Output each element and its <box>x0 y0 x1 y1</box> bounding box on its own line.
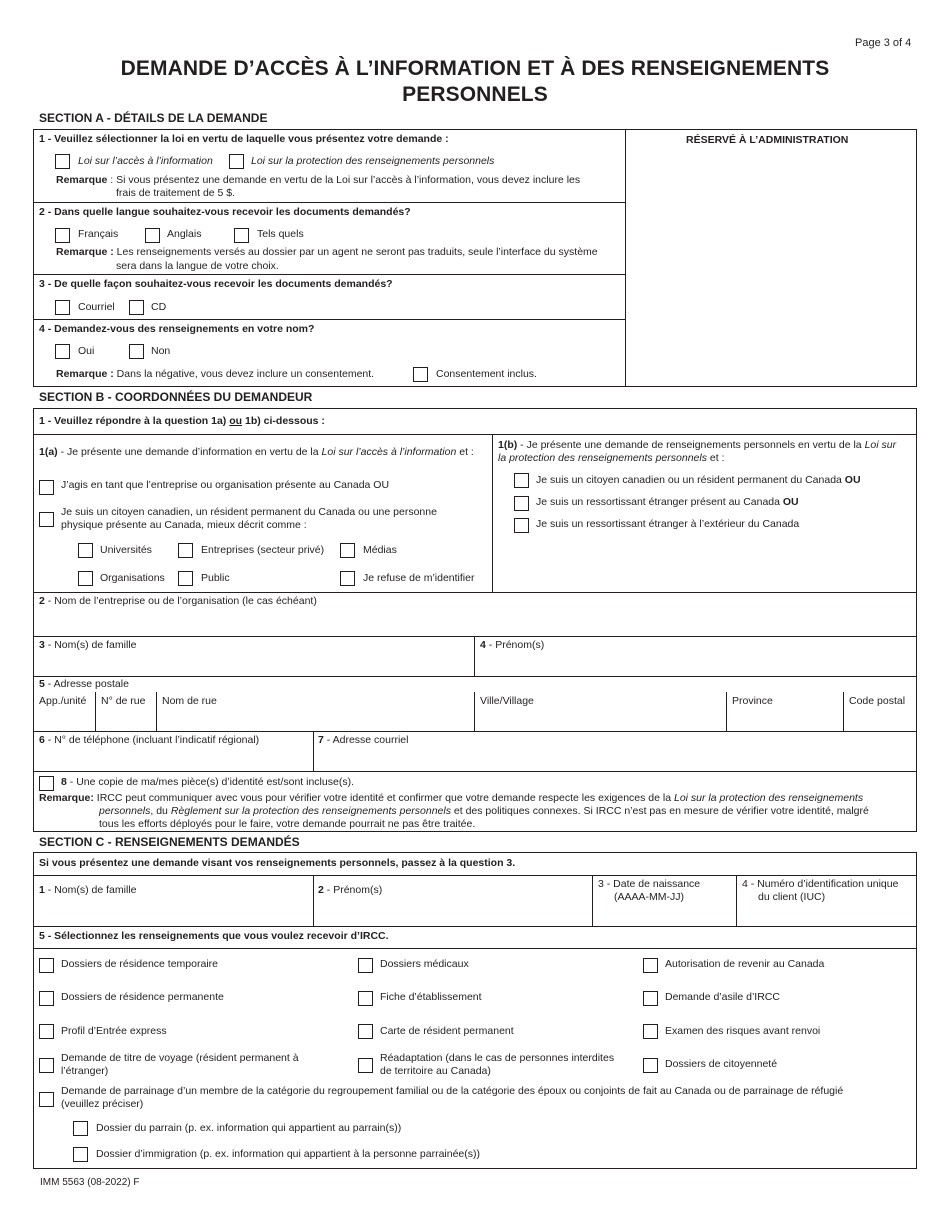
divider <box>625 129 626 387</box>
canadian-citizen-label-2: physique présente au Canada, mieux décrit comme : <box>61 519 307 531</box>
express-entry-checkbox[interactable] <box>39 1024 54 1039</box>
sponsorship-checkbox[interactable] <box>39 1092 54 1107</box>
travel-document-checkbox[interactable] <box>39 1058 54 1073</box>
refuse-identify-label: Je refuse de m’identifier <box>363 572 475 584</box>
b-q1-post: 1b) ci-dessous : <box>242 415 325 427</box>
form-title <box>60 56 890 108</box>
b-1a-num: 1(a) <box>39 446 58 458</box>
universities-label: Universités <box>100 544 152 556</box>
c-uci-input[interactable] <box>737 905 916 925</box>
remark-l1-pre: IRCC peut communiquer avec vous pour vérifier votre identité et confirmer que votre demande respecte les exigences de la <box>93 792 674 804</box>
acting-as-organization-label: J’agis en tant que l’entreprise ou organisation présente au Canada OU <box>61 479 390 491</box>
title-line-2: PERSONNELS <box>402 83 548 106</box>
section-c-heading: SECTION C - RENSEIGNEMENTS DEMANDÉS <box>39 835 300 849</box>
remark-l2-post: et des politiques connexes. Si IRCC n’est pas en mesure de vérifier votre identité, malgré <box>450 805 869 817</box>
consent-included-label: Consentement inclus. <box>436 368 537 380</box>
divider <box>33 202 626 203</box>
travel-document-label-1: Demande de titre de voyage (résident permanent à <box>61 1052 299 1064</box>
b-q4-text: Prénom(s) <box>495 639 545 651</box>
pr-card-checkbox[interactable] <box>358 1024 373 1039</box>
b-1a-text <box>39 446 474 459</box>
b-q7-label: 7 - Adresse courriel <box>318 734 409 746</box>
medical-records-label: Dossiers médicaux <box>380 958 469 970</box>
canadian-citizen-label-1: Je suis un citoyen canadien, un résident permanent du Canada ou une personne <box>61 506 437 518</box>
admin-label: RÉSERVÉ À L’ADMINISTRATION <box>686 134 849 146</box>
medical-records-checkbox[interactable] <box>358 958 373 973</box>
divider <box>33 434 917 435</box>
b-q3-text: Nom(s) de famille <box>54 639 137 651</box>
remark-text: : Si vous présentez une demande en vertu de la Loi sur l’accès à l’information, vous devez inclure les <box>107 174 581 186</box>
b-q5-text: Adresse postale <box>53 678 129 690</box>
addr-postal-label: Code postal <box>849 695 906 707</box>
lang-english-label: Anglais <box>167 228 202 240</box>
divider <box>33 636 917 637</box>
divider <box>33 274 626 275</box>
field-number: 2 <box>318 884 324 896</box>
c-q2-text: Prénom(s) <box>333 884 383 896</box>
title-line-1: DEMANDE D’ACCÈS À L’INFORMATION ET À DES RENSEIGNEMENTS <box>120 57 830 80</box>
b-q2-label: 2 - Nom de l’entreprise ou de l’organisation (le cas échéant) <box>39 595 317 607</box>
citizen-or-pr-text: Je suis un citoyen canadien ou un résident permanent du Canada <box>536 474 845 486</box>
perm-residence-checkbox[interactable] <box>39 991 54 1006</box>
b-q1-label <box>39 415 325 428</box>
addr-unit-input[interactable] <box>34 709 94 730</box>
organizations-checkbox[interactable] <box>78 571 93 586</box>
prra-checkbox[interactable] <box>643 1024 658 1039</box>
field-number: 3 <box>39 639 45 651</box>
field-number: 2 <box>39 595 45 607</box>
own-name-yes-checkbox[interactable] <box>55 344 70 359</box>
lang-asis-checkbox[interactable] <box>234 228 249 243</box>
lang-asis-label: Tels quels <box>257 228 304 240</box>
remark-label: Remarque: <box>39 792 94 804</box>
c-q5-label: 5 - Sélectionnez les renseignements que vous voulez recevoir d’IRCC. <box>39 930 389 942</box>
divider <box>33 592 917 593</box>
remark-l2-reg: Règlement sur la protection des renseignements personnels <box>170 805 451 817</box>
b-1b-num: 1(b) <box>498 439 518 451</box>
c-q2-label: 2 - Prénom(s) <box>318 884 383 896</box>
c-intro: Si vous présentez une demande visant vos renseignements personnels, passez à la question 3. <box>39 857 516 869</box>
addr-city-label: Ville/Village <box>480 695 534 707</box>
divider <box>33 771 917 772</box>
phone-input[interactable] <box>34 747 312 770</box>
delivery-email-label: Courriel <box>78 301 115 313</box>
b-q3-label: 3 - Nom(s) de famille <box>39 639 137 651</box>
citizen-or-pr-checkbox[interactable] <box>514 473 529 488</box>
remark-l1-law: Loi sur la protection des renseignements <box>673 792 864 804</box>
foreign-outside-canada-label: Je suis un ressortissant étranger à l’extérieur du Canada <box>536 518 800 530</box>
landing-record-checkbox[interactable] <box>358 991 373 1006</box>
sponsorship-label-2: (veuillez préciser) <box>61 1098 144 1110</box>
canadian-citizen-checkbox[interactable] <box>39 512 54 527</box>
divider <box>33 875 917 876</box>
divider <box>33 676 917 677</box>
email-input[interactable] <box>314 747 916 770</box>
citizen-or-pr-label <box>536 474 861 487</box>
immigration-file-label: Dossier d’immigration (p. ex. information qui appartient à la personne parrainée(s)) <box>96 1148 481 1160</box>
a-q2-remark-2: sera dans la langue de votre choix. <box>116 260 279 272</box>
private-sector-label: Entreprises (secteur privé) <box>201 544 325 556</box>
citizenship-records-label: Dossiers de citoyenneté <box>665 1058 778 1070</box>
remark-text: Les renseignements versés au dossier par un agent ne seront pas traduits, seule l’interface du système <box>113 246 598 258</box>
return-authorization-checkbox[interactable] <box>643 958 658 973</box>
divider <box>492 434 493 592</box>
b-1b-post: et : <box>706 452 725 464</box>
divider <box>33 948 917 949</box>
citizenship-records-checkbox[interactable] <box>643 1058 658 1073</box>
travel-document-label-2: l’étranger) <box>61 1065 109 1077</box>
a-q1-label: 1 - Veuillez sélectionner la loi en vertu de laquelle vous présentez votre demande : <box>39 133 449 145</box>
own-name-no-label: Non <box>151 345 171 357</box>
addr-street-name-label: Nom de rue <box>162 695 217 707</box>
a-q4-label: 4 - Demandez-vous des renseignements en votre nom? <box>39 323 315 335</box>
field-number: 5 <box>39 678 45 690</box>
organizations-label: Organisations <box>100 572 165 584</box>
public-label: Public <box>201 572 230 584</box>
addr-street-no-label: N° de rue <box>101 695 146 707</box>
express-entry-label: Profil d’Entrée express <box>61 1025 167 1037</box>
field-number: 1 <box>39 884 45 896</box>
own-name-yes-label: Oui <box>78 345 95 357</box>
media-checkbox[interactable] <box>340 543 355 558</box>
b-family-name-input[interactable] <box>34 652 473 675</box>
universities-checkbox[interactable] <box>78 543 93 558</box>
acting-as-organization-checkbox[interactable] <box>39 480 54 495</box>
sponsor-file-checkbox[interactable] <box>73 1121 88 1136</box>
lang-french-checkbox[interactable] <box>55 228 70 243</box>
remark-label: Remarque : <box>56 368 114 380</box>
law-privacy-checkbox[interactable] <box>229 154 244 169</box>
section-a-heading: SECTION A - DÉTAILS DE LA DEMANDE <box>39 111 268 125</box>
foreign-in-canada-checkbox[interactable] <box>514 496 529 511</box>
a-q1-remark-2: frais de traitement de 5 $. <box>116 187 236 199</box>
c-family-name-input[interactable] <box>34 898 312 925</box>
own-name-no-checkbox[interactable] <box>129 344 144 359</box>
c-dob-input[interactable] <box>593 905 735 925</box>
addr-street-name-input[interactable] <box>157 709 473 730</box>
form-code-footer: IMM 5563 (08-2022) F <box>40 1177 140 1188</box>
b-given-name-input[interactable] <box>475 652 916 675</box>
b-1a-post: et : <box>456 446 474 458</box>
a-q4-remark <box>56 368 374 381</box>
field-number: 7 <box>318 734 324 746</box>
prra-label: Examen des risques avant renvoi <box>665 1025 821 1037</box>
b-1b-law1: Loi sur <box>864 439 897 451</box>
divider <box>33 731 917 732</box>
b-1a-law: Loi sur l’accès à l’information <box>321 446 457 458</box>
a-q1-remark <box>56 174 580 187</box>
b-1b-text-1 <box>498 439 896 452</box>
addr-unit-label: App./unité <box>39 695 87 707</box>
asylum-claim-checkbox[interactable] <box>643 991 658 1006</box>
lang-french-label: Français <box>78 228 119 240</box>
b-remark-line-1 <box>39 792 863 805</box>
media-label: Médias <box>363 544 397 556</box>
remark-text: Dans la négative, vous devez inclure un consentement. <box>113 368 375 380</box>
b-1b-text-2 <box>498 452 724 465</box>
law-privacy-label: Loi sur la protection des renseignements personnels <box>251 155 495 167</box>
b-q2-text: Nom de l’entreprise ou de l’organisation (le cas échéant) <box>54 595 317 607</box>
ou-label: OU <box>844 474 861 486</box>
remark-label: Remarque : <box>56 246 114 258</box>
b-1b-pre: - Je présente une demande de renseignements personnels en vertu de la <box>517 439 865 451</box>
addr-postal-input[interactable] <box>844 709 916 730</box>
asylum-claim-label: Demande d’asile d’IRCC <box>665 991 780 1003</box>
field-number: 8 <box>61 776 67 788</box>
sponsorship-label-1: Demande de parrainage d’un membre de la catégorie du regroupement familial ou de la catégorie des époux ou conjoints de fait au Canada ou de parrainage de réfugié <box>61 1085 844 1097</box>
delivery-cd-label: CD <box>151 301 167 313</box>
b-q6-text: N° de téléphone (incluant l’indicatif régional) <box>54 734 260 746</box>
b-remark-line-3: tous les efforts déployés pour le faire, votre demande pourrait ne pas être traitée. <box>99 818 476 830</box>
c-q3-label-1: 3 - Date de naissance <box>598 878 701 890</box>
addr-province-input[interactable] <box>727 709 842 730</box>
divider <box>33 319 626 320</box>
ou-label: OU <box>782 496 799 508</box>
b-q7-text: Adresse courriel <box>332 734 409 746</box>
b-q8-label: 8 - Une copie de ma/mes pièce(s) d’identité est/sont incluse(s). <box>61 776 354 788</box>
return-authorization-label: Autorisation de revenir au Canada <box>665 958 825 970</box>
c-q1-text: Nom(s) de famille <box>54 884 137 896</box>
section-b-heading: SECTION B - COORDONNÉES DU DEMANDEUR <box>39 390 313 404</box>
landing-record-label: Fiche d’établissement <box>380 991 482 1003</box>
page-number: Page 3 of 4 <box>855 37 912 49</box>
field-number: 6 <box>39 734 45 746</box>
c-given-name-input[interactable] <box>314 898 591 925</box>
remark-label: Remarque <box>56 174 108 186</box>
perm-residence-label: Dossiers de résidence permanente <box>61 991 224 1003</box>
refuse-identify-checkbox[interactable] <box>340 571 355 586</box>
private-sector-checkbox[interactable] <box>178 543 193 558</box>
rehabilitation-label-1: Réadaptation (dans le cas de personnes interdites <box>380 1052 615 1064</box>
organization-name-input[interactable] <box>34 608 916 635</box>
temp-residence-label: Dossiers de résidence temporaire <box>61 958 218 970</box>
b-q8-text: Une copie de ma/mes pièce(s) d’identité est/sont incluse(s). <box>76 776 354 788</box>
pr-card-label: Carte de résident permanent <box>380 1025 514 1037</box>
field-number: 4 <box>480 639 486 651</box>
temp-residence-checkbox[interactable] <box>39 958 54 973</box>
sponsor-file-label: Dossier du parrain (p. ex. information qui appartient au parrain(s)) <box>96 1122 402 1134</box>
id-copy-checkbox[interactable] <box>39 776 54 791</box>
b-q5-label: 5 - Adresse postale <box>39 678 129 690</box>
c-q4-label-2: du client (IUC) <box>758 891 826 903</box>
foreign-in-canada-text: Je suis un ressortissant étranger présent au Canada <box>536 496 783 508</box>
c-q3-label-2: (AAAA-MM-JJ) <box>614 891 684 903</box>
law-access-checkbox[interactable] <box>55 154 70 169</box>
rehabilitation-checkbox[interactable] <box>358 1058 373 1073</box>
b-q4-label: 4 - Prénom(s) <box>480 639 545 651</box>
b-q1-ou: ou <box>229 415 243 427</box>
foreign-outside-canada-checkbox[interactable] <box>514 518 529 533</box>
rehabilitation-label-2: de territoire au Canada) <box>380 1065 491 1077</box>
b-1a-pre: - Je présente une demande d’information en vertu de la <box>57 446 322 458</box>
consent-included-checkbox[interactable] <box>413 367 428 382</box>
b-q6-label: 6 - N° de téléphone (incluant l’indicatif régional) <box>39 734 260 746</box>
remark-l2-mid: , du <box>150 805 171 817</box>
addr-street-no-input[interactable] <box>96 709 155 730</box>
c-q4-label-1: 4 - Numéro d’identification unique <box>742 878 899 890</box>
addr-city-input[interactable] <box>475 709 725 730</box>
a-q2-label: 2 - Dans quelle langue souhaitez-vous recevoir les documents demandés? <box>39 206 411 218</box>
delivery-cd-checkbox[interactable] <box>129 300 144 315</box>
addr-province-label: Province <box>732 695 773 707</box>
b-remark-line-2 <box>99 805 869 818</box>
b-1b-law2: la protection des renseignements personnels <box>498 452 707 464</box>
delivery-email-checkbox[interactable] <box>55 300 70 315</box>
a-q2-remark <box>56 246 598 259</box>
remark-l2-law: personnels <box>99 805 151 817</box>
b-q1-pre: 1 - Veuillez répondre à la question 1a) <box>39 415 230 427</box>
immigration-file-checkbox[interactable] <box>73 1147 88 1162</box>
law-access-label: Loi sur l’accès à l’information <box>78 155 213 167</box>
c-q1-label: 1 - Nom(s) de famille <box>39 884 137 896</box>
lang-english-checkbox[interactable] <box>145 228 160 243</box>
divider <box>33 926 917 927</box>
foreign-in-canada-label <box>536 496 799 509</box>
a-q3-label: 3 - De quelle façon souhaitez-vous recevoir les documents demandés? <box>39 278 393 290</box>
public-checkbox[interactable] <box>178 571 193 586</box>
